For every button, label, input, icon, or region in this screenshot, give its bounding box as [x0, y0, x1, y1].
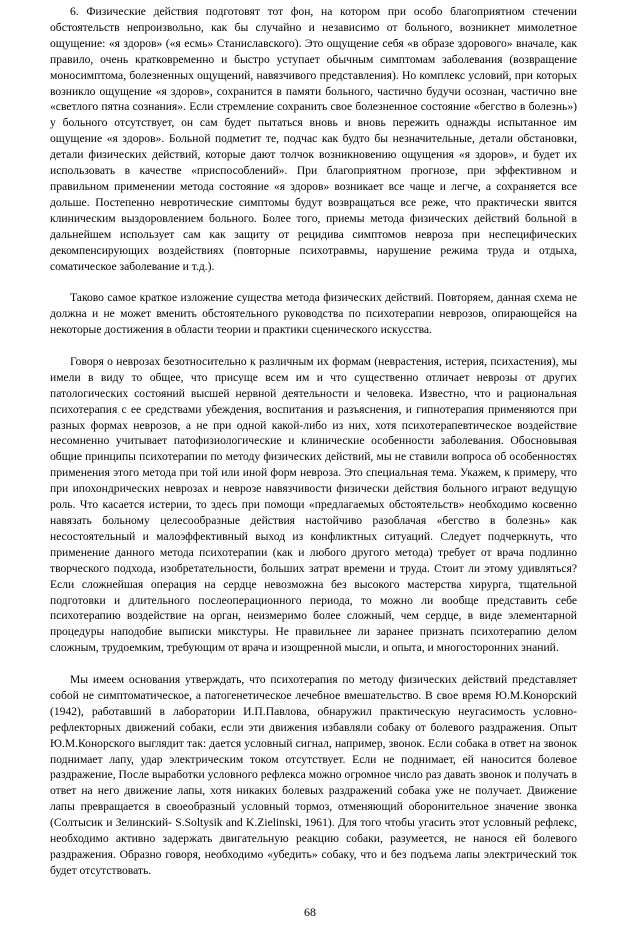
paragraph-method-summary: Таково самое краткое изложение существа метода физических действий. Повторяем, данная схема не должна и не может вменить обстоятельного руководства по психотерапии неврозов, опирающейся на некоторые достижения в области теории и практики сценического искусства. — [50, 291, 577, 337]
document-body — [50, 4, 577, 895]
page-number: 68 — [304, 905, 316, 919]
paragraph-physical-actions: 6. Физические действия подготовят тот фон, на котором при особо благоприятном стечении обстоятельств непроизвольно, как бы случайно и независимо от больного, возникнет мимолетное ощущение: «я здоров» («я есмь» Станиславского). Это ощущение себя «в образе здорового» вначале, как правило, очень кратковременно и быстро уступает обычным симптомам заболевания (возвращение моносимптома, болезненных ощущений, навязчивого представления). Но комплекс условий, при которых возникло ощущение «я здоров», сохранится в памяти больного, частично будучи осознан, частично вне «светлого пятна сознания». Если стремление сохранить свое болезненное состояние «бегство в болезнь») у больного отсутствует, он сам будет пытаться вновь и вновь пережить однажды испытанное им ощущение «я здоров». Больной подметит те, подчас как будто бы незначительные, детали обстановки, детали физических действий, которые дают толчок возникновению ощущения «я здоров», и будет их использовать в качестве «приспособлений». При благоприятном прогнозе, при эффективном и правильном применении метода состояние «я здоров» возникает все чаще и легче, а сохраняется все дольше. Постепенно невротические симптомы будут возвращаться все реже, что практически явится клиническим выздоровлением больного. Более того, приемы метода физических действий больной в дальнейшем использует сам как защиту от рецидива симптомов невроза при неспецифических декомпенсирующих воздействиях (повторные психотравмы, нарушение режима труда и отдыха, соматическое заболевание и т.д.). — [50, 5, 577, 273]
paragraph-neuroses-forms: Говоря о неврозах безотносительно к различным их формам (неврастения, истерия, психастения), мы имели в виду то общее, что присуще всем им и что существенно отличает неврозы от других патологических состояний высшей нервной деятельности и человека. Известно, что и рациональная психотерапия с ее средствами убеждения, воспитания и разъяснения, и гипнотерапия применяются при разных формах неврозов, а не при одной какой-либо из них, хотя психотерапевтическое воздействие несомненно учитывает патофизиологические и клинические особенности заболевания. Обосновывая общие принципы психотерапии по методу физических действий, мы не ставили вопроса об особенностях применения этого метода при той или иной форм невроза. Это специальная тема. Укажем, к примеру, что при ипохондрических неврозах и неврозе навязчивости физически действия больного играют ведущую роль. Что касается истерии, то здесь при помощи «предлагаемых обстоятельств» необходимо косвенно навязать больному целесообразные действия настойчиво разоблачая «бегство в болезнь» как несостоятельный и малоэффективный выход из конфликтных ситуаций. Следует подчеркнуть, что применение данного метода психотерапии (как и любого другого метода) требует от врача подлинно творческого подхода, изобретательности, больших затрат времени и труда. Стоит ли этому удивляться? Если сложнейшая операция на сердце невозможна без высокого мастерства хирурга, тщательной подготовки и длительного послеоперационного периода, то можно ли вообще представить себе психотерапию воздействие на орган, неизмеримо более сложный, чем сердце, в виде элементарной процедуры наподобие выписки микстуры. Не правильнее ли заранее признать психотерапию делом сложным, трудоемким, требующим от врача и изощренной мысли, и опыта, и многосторонних знаний. — [50, 354, 577, 655]
paragraph-konorski-experiment: Мы имеем основания утверждать, что психотерапия по методу физических действий представляет собой не симптоматическое, а патогенетическое лечебное вмешательство. В свое время Ю.М.Конорский (1942), работавший в лаборатории И.П.Павлова, обнаружил практическую неугасимость условно-рефлекторных движений собаки, если эти движения избавляли собаку от болевого раздражения. Опыт Ю.М.Конорского выглядит так: дается условный сигнал, например, звонок. Если собака в ответ на звонок поднимает лапу, удар электрическим током отсутствует. Если не поднимает, ей наносится болевое раздражение, После выработки условного рефлекса можно огромное число раз давать звонок и получать в ответ на него движение лапы, хотя никаких болевых раздражений собака уже не получает. Движение лапы превращается в своеобразный условный тормоз, отменяющий оборонительное значение звонка (Солтысик и Зелинский- S.Soltysik and K.Zielinski, 1961). Для того чтобы угасить этот условный рефлекс, необходимо активно задержать двигательную реакцию собаки, разумеется, не нанося ей болевого раздражения. Образно говоря, необходимо «убедить» собаку, что и без подъема лапы электрический ток будет отсутствовать. — [50, 673, 577, 877]
